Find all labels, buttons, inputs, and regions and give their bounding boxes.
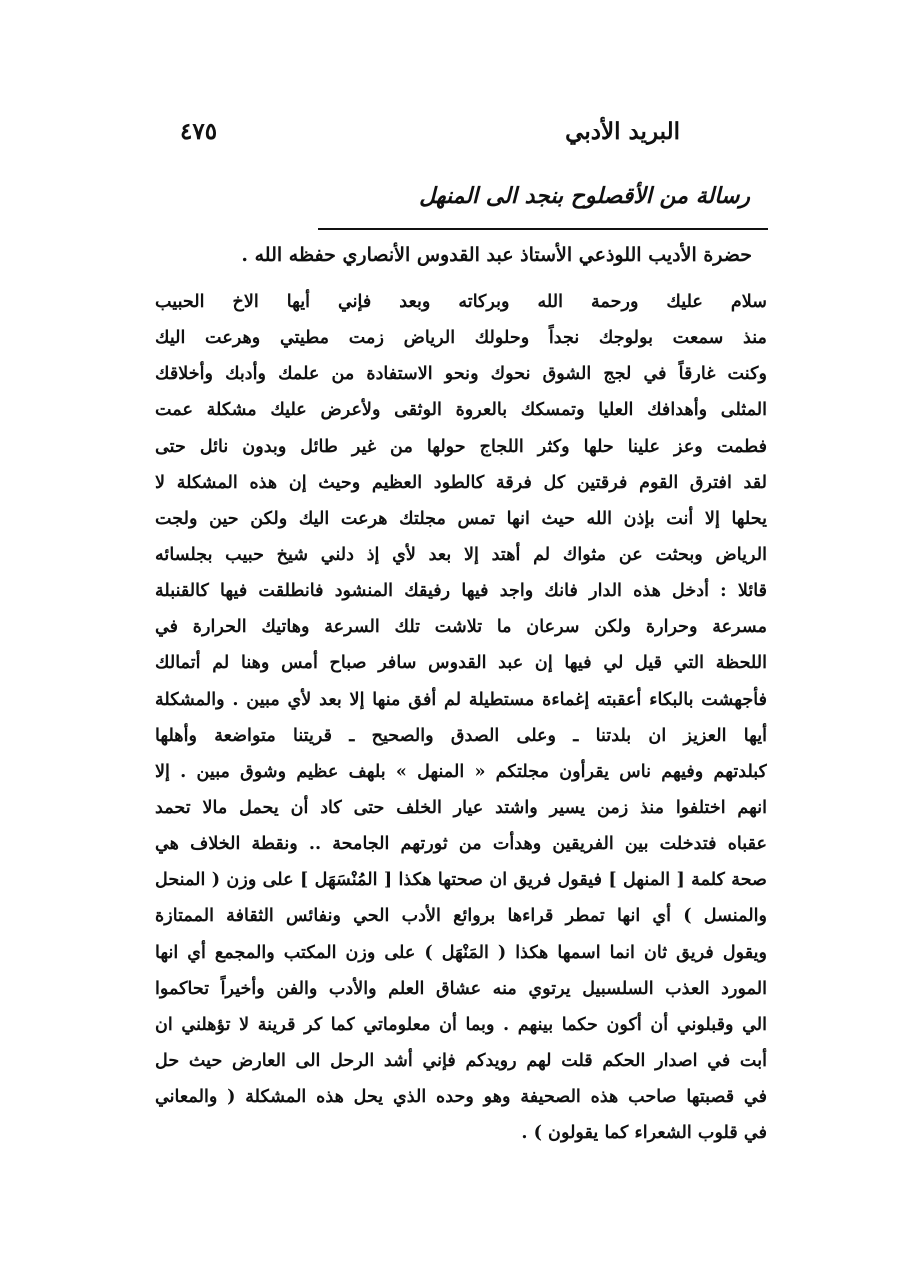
body-line: قائلا : أدخل هذه الدار فانك واجد فيها رفيقك المنشود فانطلقت فيها كالقنبلة [155,580,767,602]
body-line: عقباه فتدخلت بين الفريقين وهدأت من ثورتهم الجامحة .. ونقطة الخلاف هي [155,833,767,855]
body-line: اللحظة التي قيل لي فيها إن عبد القدوس سافر صباح أمس وهنا لم أتمالك [155,652,767,674]
body-line: ويقول فريق ثان انما اسمها هكذا ( المَنْهَل ) على وزن المكتب والمجمع أي انها [155,941,767,963]
article-body [155,284,767,1151]
body-line: وكنت غارقاً في لجج الشوق نحوك ونحو الاستفادة من علمك وأدبك وأخلاقك [155,363,767,385]
journal-title: البريد الأدبي [565,118,680,145]
page-number: ٤٧٥ [180,118,218,145]
body-line: المثلى وأهدافك العليا وتمسكك بالعروة الوثقى ولأعرض عليك مشكلة عمت [155,399,767,421]
body-line: والمنسل ) أي انها تمطر قراءها بروائع الأدب الحي ونفائس الثقافة الممتازة [155,905,767,927]
body-line: في قصبتها صاحب هذه الصحيفة وهو وحده الذي يحل هذه المشكلة ( والمعاني [155,1086,767,1108]
body-line: فطمت وعز علينا حلها وكثر اللجاج حولها من غير طائل وبدون نائل حتى [155,435,767,457]
body-line: أبت في اصدار الحكم قلت لهم رويدكم فإني أشد الرحل الى العارض حيث حل [155,1049,767,1071]
body-line-last: في قلوب الشعراء كما يقولون ) . [521,1122,767,1144]
body-line: كبلدتهم وفيهم ناس يقرأون مجلتكم « المنهل » بلهف عظيم وشوق مبين . إلا [155,760,767,782]
title-underline [318,228,768,230]
page-header [180,118,740,158]
body-line: الرياض وبحثت عن مثواك لم أهتد إلا بعد لأي إذ دلني شيخ حبيب بجلسائه [155,543,767,565]
body-line: منذ سمعت بولوجك نجداً وحلولك الرياض زمت مطيتي وهرعت اليك [155,327,767,349]
body-line: يحلها إلا أنت بإذن الله حيث انها تمس مجلتك هرعت اليك ولكن حين ولجت [155,507,767,529]
body-line: فأجهشت بالبكاء أعقبته إغماءة مستطيلة لم أفق منها إلا بعد لأي مبين . والمشكلة [155,688,767,710]
body-line: سلام عليك ورحمة الله وبركاته وبعد فإني أيها الاخ الحبيب [155,291,767,312]
article-title: رسالة من الأقصلوح بنجد الى المنهل [419,183,750,209]
body-line: صحة كلمة [ المنهل ] فيقول فريق ان صحتها هكذا [ المُنْسَهَل ] على وزن ( المنحل [155,869,767,891]
body-line: مسرعة وحرارة ولكن سرعان ما تلاشت تلك السرعة وهاتيك الحرارة في [155,616,767,638]
salutation-line: حضرة الأديب اللوذعي الأستاذ عبد القدوس الأنصاري حفظه الله . [241,244,752,266]
body-line: الي وقبلوني أن أكون حكما بينهم . وبما أن معلوماتي كما كر قرينة لا تؤهلني ان [155,1013,767,1035]
body-line: المورد العذب السلسبيل يرتوي منه عشاق العلم والأدب والفن وأخيراً تحاكموا [155,977,767,999]
body-line: لقد افترق القوم فرقتين كل فرقة كالطود العظيم وحيث إن هذه المشكلة لا [155,471,767,493]
body-line: انهم اختلفوا منذ زمن يسير واشتد عيار الخلف حتى كاد أن يحمل مالا تحمد [155,796,767,818]
body-line: أيها العزيز ان بلدتنا ـ وعلى الصدق والصحيح ـ قريتنا متواضعة وأهلها [155,724,767,746]
